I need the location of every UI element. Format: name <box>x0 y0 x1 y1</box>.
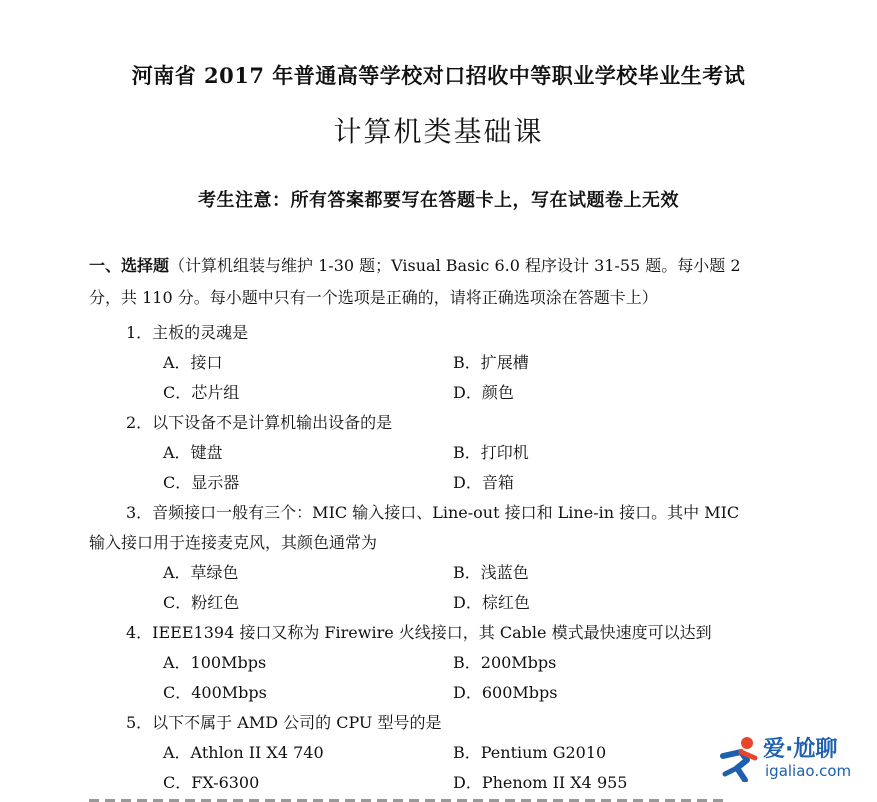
question-5-option-c: C．FX-6300 <box>163 773 260 792</box>
question-5-option-a: A．Athlon II X4 740 <box>163 743 324 762</box>
question-2-option-d: D．音箱 <box>453 473 514 492</box>
question-3-option-b: B．浅蓝色 <box>453 563 529 582</box>
question-1-option-a: A．接口 <box>163 353 223 372</box>
site-watermark <box>715 730 875 790</box>
section-instructions-2: 分，共 110 分。每小题中只有一个选项是正确的，请将正确选项涂在答题卡上） <box>89 288 658 307</box>
question-3-stem: 3．音频接口一般有三个：MIC 输入接口、Line-out 接口和 Line-in 接口。其中 MIC <box>126 503 740 522</box>
question-1-stem: 1．主板的灵魂是 <box>126 323 249 342</box>
question-3-option-d: D．棕红色 <box>453 593 530 612</box>
question-1-option-c: C．芯片组 <box>163 383 240 402</box>
question-3-stem-continued: 输入接口用于连接麦克风，其颜色通常为 <box>89 533 378 552</box>
section-label: 一、选择题 <box>89 256 170 275</box>
question-1-option-b: B．扩展槽 <box>453 353 529 372</box>
section-intro <box>89 250 789 314</box>
question-4-option-b: B．200Mbps <box>453 653 557 672</box>
question-4-option-d: D．600Mbps <box>453 683 558 702</box>
watermark-url: igaliao.com <box>765 762 852 780</box>
question-4-option-a: A．100Mbps <box>163 653 267 672</box>
question-5-stem: 5．以下不属于 AMD 公司的 CPU 型号的是 <box>126 713 442 732</box>
question-2-option-b: B．打印机 <box>453 443 529 462</box>
question-3-option-a: A．草绿色 <box>163 563 239 582</box>
watermark-brand: 爱·尬聊 <box>763 737 838 762</box>
question-2-stem: 2．以下设备不是计算机输出设备的是 <box>126 413 393 432</box>
question-2-option-c: C．显示器 <box>163 473 240 492</box>
subject-title: 计算机类基础课 <box>333 115 544 148</box>
question-4-option-c: C．400Mbps <box>163 683 267 702</box>
question-2-option-a: A．键盘 <box>163 443 223 462</box>
candidate-notice: 考生注意：所有答案都要写在答题卡上，写在试题卷上无效 <box>198 190 679 211</box>
exam-title: 河南省 2017 年普通高等学校对口招收中等职业学校毕业生考试 <box>131 63 746 88</box>
question-1-option-d: D．颜色 <box>453 383 514 402</box>
question-5-option-d: D．Phenom II X4 955 <box>453 773 628 792</box>
question-4-stem: 4．IEEE1394 接口又称为 Firewire 火线接口，其 Cable 模式最快速度可以达到 <box>126 623 712 642</box>
section-instructions-1: （计算机组装与维护 1-30 题；Visual Basic 6.0 程序设计 31-55 题。每小题 2 <box>169 256 741 275</box>
runner-logo-icon <box>717 734 761 782</box>
question-5-option-b: B．Pentium G2010 <box>453 743 607 762</box>
section-intro-line1 <box>89 250 789 282</box>
question-3-option-c: C．粉红色 <box>163 593 240 612</box>
truncated-next-line <box>89 792 769 802</box>
